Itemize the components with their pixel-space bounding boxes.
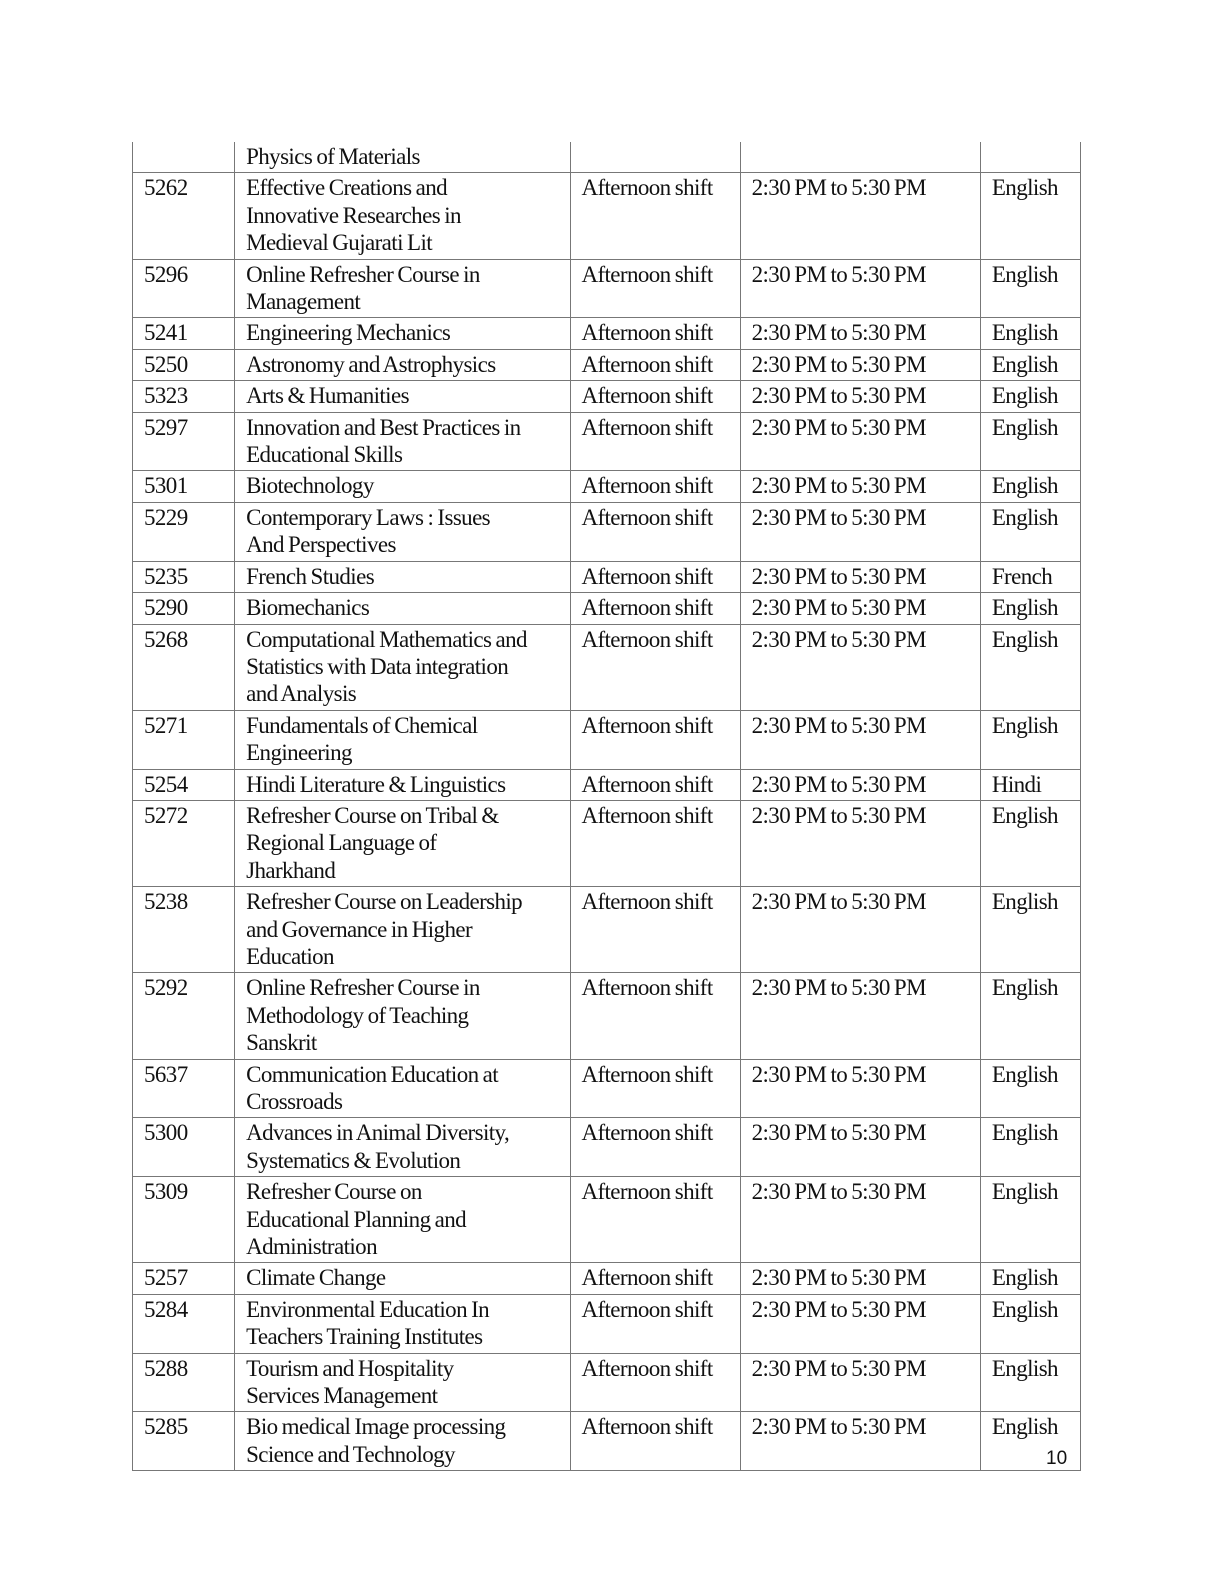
cell-code: 5296 [133,259,235,318]
cell-time: 2:30 PM to 5:30 PM [740,1177,980,1263]
cell-shift: Afternoon shift [571,1263,740,1294]
cell-time: 2:30 PM to 5:30 PM [740,887,980,973]
cell-code: 5309 [133,1177,235,1263]
cell-course-name [235,1059,571,1118]
course-name-line: Refresher Course on Leadership [246,889,523,915]
cell-language: English [980,381,1080,412]
course-name-line: Astronomy and Astrophysics [246,351,496,377]
cell-code: 5290 [133,593,235,624]
cell-code: 5292 [133,973,235,1059]
cell-language: English [980,887,1080,973]
cell-code: 5229 [133,502,235,561]
cell-code: 5285 [133,1412,235,1471]
course-name-line: Educational Planning and [246,1206,467,1232]
cell-shift: Afternoon shift [571,1177,740,1263]
cell-course-name [235,1263,571,1294]
course-name-line: Teachers Training Institutes [246,1324,483,1350]
cell-shift: Afternoon shift [571,349,740,380]
course-name-line: Jharkhand [246,857,336,883]
cell-language: English [980,318,1080,349]
cell-time: 2:30 PM to 5:30 PM [740,1118,980,1177]
cell-language: English [980,412,1080,471]
cell-time: 2:30 PM to 5:30 PM [740,710,980,769]
course-name-line: Bio medical Image processing [246,1414,506,1440]
cell-language: English [980,624,1080,710]
cell-language: English [980,349,1080,380]
cell-code: 5271 [133,710,235,769]
table-row [133,1294,1081,1353]
page-number: 10 [1046,1448,1068,1469]
course-name-line: Refresher Course on Tribal & [246,802,499,828]
cell-shift: Afternoon shift [571,502,740,561]
course-name-line: Online Refresher Course in [246,261,480,287]
cell-time: 2:30 PM to 5:30 PM [740,1412,980,1471]
course-name-line: Innovative Researches in [246,202,461,228]
course-name-line: Methodology of Teaching [246,1002,469,1028]
table-row [133,624,1081,710]
course-name-line: Environmental Education In [246,1296,490,1322]
cell-code: 5323 [133,381,235,412]
cell-shift: Afternoon shift [571,624,740,710]
course-name-line: Statistics with Data integration [246,653,509,679]
course-name-line: Effective Creations and [246,175,448,201]
cell-course-name [235,502,571,561]
table-row [133,561,1081,592]
cell-course-name [235,1294,571,1353]
cell-language: English [980,973,1080,1059]
course-name-line: Biomechanics [246,595,370,621]
table-row [133,349,1081,380]
cell-time: 2:30 PM to 5:30 PM [740,1353,980,1412]
cell-time: 2:30 PM to 5:30 PM [740,502,980,561]
cell-time: 2:30 PM to 5:30 PM [740,800,980,886]
course-name-line: Communication Education at [246,1061,499,1087]
cell-time: 2:30 PM to 5:30 PM [740,1059,980,1118]
cell-language [980,142,1080,173]
cell-course-name [235,412,571,471]
cell-code: 5268 [133,624,235,710]
course-name-line: Sanskrit [246,1030,317,1056]
cell-time: 2:30 PM to 5:30 PM [740,173,980,259]
course-name-line: Innovation and Best Practices in [246,414,521,440]
cell-course-name [235,1353,571,1412]
cell-course-name [235,624,571,710]
table-row [133,471,1081,502]
course-name-line: Administration [246,1234,377,1260]
cell-time: 2:30 PM to 5:30 PM [740,1294,980,1353]
cell-shift [571,142,740,173]
cell-time: 2:30 PM to 5:30 PM [740,259,980,318]
course-name-line: Engineering [246,740,352,766]
cell-code: 5272 [133,800,235,886]
cell-code: 5284 [133,1294,235,1353]
cell-shift: Afternoon shift [571,1118,740,1177]
cell-time: 2:30 PM to 5:30 PM [740,769,980,800]
cell-shift: Afternoon shift [571,593,740,624]
cell-code [133,142,235,173]
cell-shift: Afternoon shift [571,769,740,800]
cell-language: French [980,561,1080,592]
cell-language: English [980,1412,1080,1471]
cell-language: English [980,800,1080,886]
course-name-line: Hindi Literature & Linguistics [246,771,506,797]
cell-shift: Afternoon shift [571,259,740,318]
cell-shift: Afternoon shift [571,710,740,769]
table-row [133,1059,1081,1118]
cell-language: English [980,259,1080,318]
cell-time: 2:30 PM to 5:30 PM [740,624,980,710]
cell-course-name [235,349,571,380]
cell-course-name [235,318,571,349]
cell-course-name [235,973,571,1059]
course-schedule-table [132,142,1081,1471]
cell-course-name [235,1177,571,1263]
course-name-line: French Studies [246,563,375,589]
table-row [133,259,1081,318]
cell-code: 5250 [133,349,235,380]
cell-time: 2:30 PM to 5:30 PM [740,349,980,380]
cell-language: Hindi [980,769,1080,800]
course-name-line: Science and Technology [246,1441,455,1467]
table-row [133,887,1081,973]
table-row [133,1177,1081,1263]
table-row [133,1263,1081,1294]
table-row [133,381,1081,412]
course-name-line: and Analysis [246,681,357,707]
cell-course-name [235,381,571,412]
cell-course-name [235,593,571,624]
cell-code: 5257 [133,1263,235,1294]
cell-code: 5262 [133,173,235,259]
cell-code: 5637 [133,1059,235,1118]
table-row [133,710,1081,769]
course-name-line: Management [246,289,361,315]
course-name-line: Biotechnology [246,473,374,499]
course-name-line: Online Refresher Course in [246,975,480,1001]
cell-time: 2:30 PM to 5:30 PM [740,318,980,349]
table-row [133,318,1081,349]
cell-shift: Afternoon shift [571,1059,740,1118]
cell-course-name [235,710,571,769]
cell-course-name [235,1118,571,1177]
cell-course-name [235,471,571,502]
table-row [133,412,1081,471]
cell-language: English [980,471,1080,502]
cell-shift: Afternoon shift [571,1353,740,1412]
course-name-line: And Perspectives [246,532,396,558]
cell-shift: Afternoon shift [571,471,740,502]
cell-shift: Afternoon shift [571,318,740,349]
cell-shift: Afternoon shift [571,173,740,259]
cell-code: 5238 [133,887,235,973]
course-name-line: Crossroads [246,1089,343,1114]
course-name-line: Climate Change [246,1265,386,1291]
course-name-line: Contemporary Laws : Issues [246,504,491,530]
table-row [133,593,1081,624]
cell-language: English [980,1118,1080,1177]
cell-time: 2:30 PM to 5:30 PM [740,1263,980,1294]
cell-course-name [235,800,571,886]
cell-course-name [235,769,571,800]
cell-language: English [980,1059,1080,1118]
course-name-line: Tourism and Hospitality [246,1355,454,1381]
cell-code: 5241 [133,318,235,349]
cell-language: English [980,502,1080,561]
cell-course-name [235,887,571,973]
cell-time: 2:30 PM to 5:30 PM [740,973,980,1059]
cell-time: 2:30 PM to 5:30 PM [740,471,980,502]
cell-time: 2:30 PM to 5:30 PM [740,412,980,471]
cell-shift: Afternoon shift [571,887,740,973]
cell-shift: Afternoon shift [571,1412,740,1471]
cell-language: English [980,593,1080,624]
table-row-continuation [133,142,1081,173]
cell-code: 5254 [133,769,235,800]
cell-shift: Afternoon shift [571,800,740,886]
course-name-line: Engineering Mechanics [246,320,451,346]
cell-shift: Afternoon shift [571,973,740,1059]
cell-language: English [980,1263,1080,1294]
cell-language: English [980,710,1080,769]
course-name-line: Educational Skills [246,442,403,468]
cell-code: 5301 [133,471,235,502]
table-row [133,973,1081,1059]
cell-code: 5235 [133,561,235,592]
table-row [133,800,1081,886]
cell-shift: Afternoon shift [571,1294,740,1353]
table-row [133,502,1081,561]
cell-language: English [980,173,1080,259]
course-name-line: Arts & Humanities [246,383,409,409]
table-row [133,769,1081,800]
cell-course-name [235,259,571,318]
table-row [133,173,1081,259]
cell-code: 5300 [133,1118,235,1177]
cell-language: English [980,1353,1080,1412]
table-body [133,142,1081,1471]
cell-course-name [235,173,571,259]
table-row [133,1353,1081,1412]
course-name-line: Systematics & Evolution [246,1147,461,1173]
cell-time: 2:30 PM to 5:30 PM [740,561,980,592]
cell-shift: Afternoon shift [571,412,740,471]
cell-shift: Afternoon shift [571,381,740,412]
course-name-line: and Governance in Higher [246,916,473,942]
cell-language: English [980,1294,1080,1353]
table-row [133,1118,1081,1177]
course-name-line: Fundamentals of Chemical [246,712,478,738]
course-name-line: Services Management [246,1383,438,1409]
course-name-line: Refresher Course on [246,1179,422,1205]
course-name-line: Regional Language of [246,830,437,856]
cell-code: 5297 [133,412,235,471]
cell-time: 2:30 PM to 5:30 PM [740,593,980,624]
cell-language: English [980,1177,1080,1263]
course-name-line: Education [246,943,334,969]
cell-time: 2:30 PM to 5:30 PM [740,381,980,412]
course-name-line: Advances in Animal Diversity, [246,1120,510,1146]
cell-code: 5288 [133,1353,235,1412]
cell-shift: Afternoon shift [571,561,740,592]
cell-course-name [235,142,571,173]
cell-course-name [235,561,571,592]
course-name-line: Medieval Gujarati Lit [246,230,433,256]
cell-course-name [235,1412,571,1471]
table-row [133,1412,1081,1471]
course-name-line: Physics of Materials [246,144,420,169]
course-name-line: Computational Mathematics and [246,626,527,652]
cell-time [740,142,980,173]
